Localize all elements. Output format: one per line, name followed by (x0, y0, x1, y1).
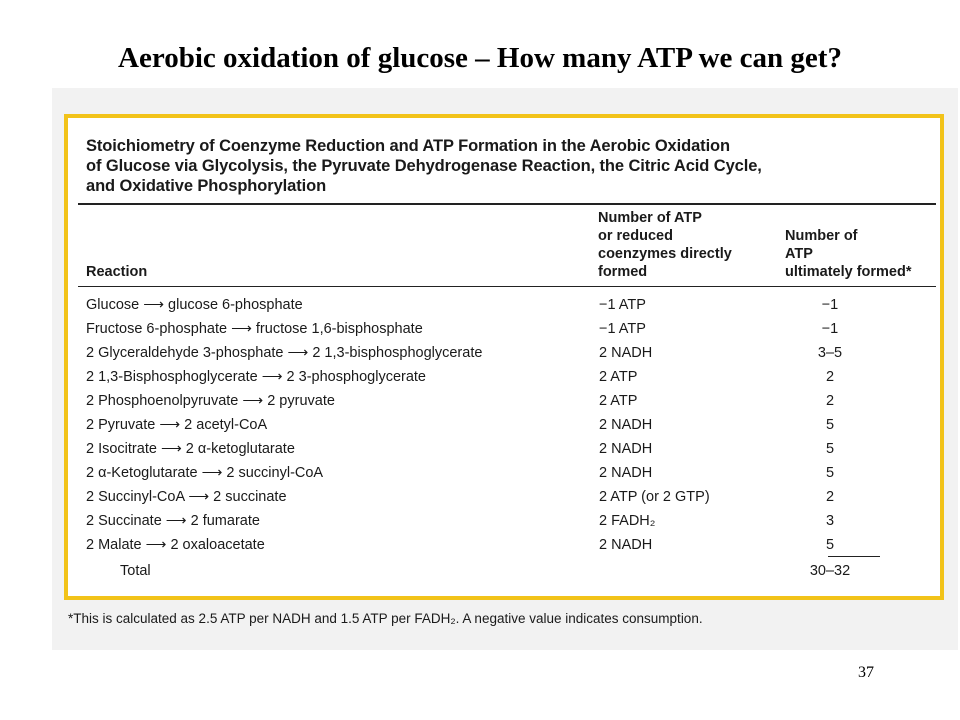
header-line: Number of ATP (598, 210, 702, 226)
ultimate-cell: 3–5 (817, 345, 843, 361)
table-row (68, 294, 940, 318)
total-label: Total (120, 563, 151, 579)
reaction-cell: 2 Succinyl-CoA ⟶ 2 succinate (86, 489, 287, 505)
header-line: ultimately formed* (785, 264, 912, 280)
header-line: ATP (785, 246, 813, 262)
table-frame (64, 114, 944, 600)
direct-cell: 2 FADH₂ (599, 513, 656, 529)
ultimate-cell: 2 (825, 369, 835, 385)
table-row (68, 318, 940, 342)
page-number: 37 (858, 664, 874, 681)
table-row (68, 390, 940, 414)
reaction-cell: Fructose 6-phosphate ⟶ fructose 1,6-bisphosphate (86, 321, 423, 337)
header-line: or reduced (598, 228, 673, 244)
direct-cell: 2 NADH (599, 537, 653, 553)
caption-line: Stoichiometry of Coenzyme Reduction and ATP Formation in the Aerobic Oxidation (86, 137, 731, 155)
ultimate-cell: −1 (821, 297, 839, 313)
table-row (68, 510, 940, 534)
table-row (68, 534, 940, 558)
total-value: 30–32 (809, 563, 851, 579)
direct-cell: 2 ATP (599, 393, 638, 409)
header-line: formed (598, 264, 648, 280)
total-rule (828, 556, 880, 557)
slide-title: Aerobic oxidation of glucose – How many ATP we can get? (118, 42, 842, 74)
table-row (68, 414, 940, 438)
ultimate-cell: 5 (825, 417, 835, 433)
ultimate-cell: 5 (825, 441, 835, 457)
table-caption (86, 136, 906, 196)
ultimate-cell: 5 (825, 537, 835, 553)
direct-cell: −1 ATP (599, 297, 646, 313)
table-row (68, 462, 940, 486)
direct-cell: 2 ATP (or 2 GTP) (599, 489, 710, 505)
direct-cell: 2 NADH (599, 465, 653, 481)
table-row (68, 486, 940, 510)
ultimate-cell: 2 (825, 393, 835, 409)
table-row (68, 438, 940, 462)
reaction-cell: 2 Phosphoenolpyruvate ⟶ 2 pyruvate (86, 393, 335, 409)
caption-line: of Glucose via Glycolysis, the Pyruvate Dehydrogenase Reaction, the Citric Acid Cycle, (86, 157, 762, 175)
header-divider (78, 286, 936, 287)
reaction-cell: 2 Malate ⟶ 2 oxaloacetate (86, 537, 265, 553)
column-header-reaction: Reaction (86, 264, 148, 280)
column-header-direct (598, 209, 732, 281)
reaction-cell: 2 Pyruvate ⟶ 2 acetyl-CoA (86, 417, 268, 433)
ultimate-cell: 3 (825, 513, 835, 529)
reaction-cell: 2 Glyceraldehyde 3-phosphate ⟶ 2 1,3-bisphosphoglycerate (86, 345, 483, 361)
total-row (68, 560, 940, 584)
ultimate-cell: 5 (825, 465, 835, 481)
table-row (68, 342, 940, 366)
caption-divider (78, 203, 936, 205)
column-header-ultimate (785, 227, 912, 281)
caption-line: and Oxidative Phosphorylation (86, 177, 327, 195)
table-footnote: *This is calculated as 2.5 ATP per NADH and 1.5 ATP per FADH₂. A negative value indicates consumption. (68, 611, 703, 626)
reaction-cell: Glucose ⟶ glucose 6-phosphate (86, 297, 303, 313)
direct-cell: 2 NADH (599, 441, 653, 457)
ultimate-cell: −1 (821, 321, 839, 337)
reaction-cell: 2 α-Ketoglutarate ⟶ 2 succinyl-CoA (86, 465, 324, 481)
direct-cell: 2 NADH (599, 417, 653, 433)
direct-cell: 2 ATP (599, 369, 638, 385)
header-line: coenzymes directly (598, 246, 732, 262)
reaction-cell: 2 Isocitrate ⟶ 2 α-ketoglutarate (86, 441, 295, 457)
direct-cell: −1 ATP (599, 321, 646, 337)
header-line: Number of (785, 228, 858, 244)
ultimate-cell: 2 (825, 489, 835, 505)
reaction-cell: 2 Succinate ⟶ 2 fumarate (86, 513, 260, 529)
table-row (68, 366, 940, 390)
reaction-cell: 2 1,3-Bisphosphoglycerate ⟶ 2 3-phosphoglycerate (86, 369, 426, 385)
direct-cell: 2 NADH (599, 345, 653, 361)
